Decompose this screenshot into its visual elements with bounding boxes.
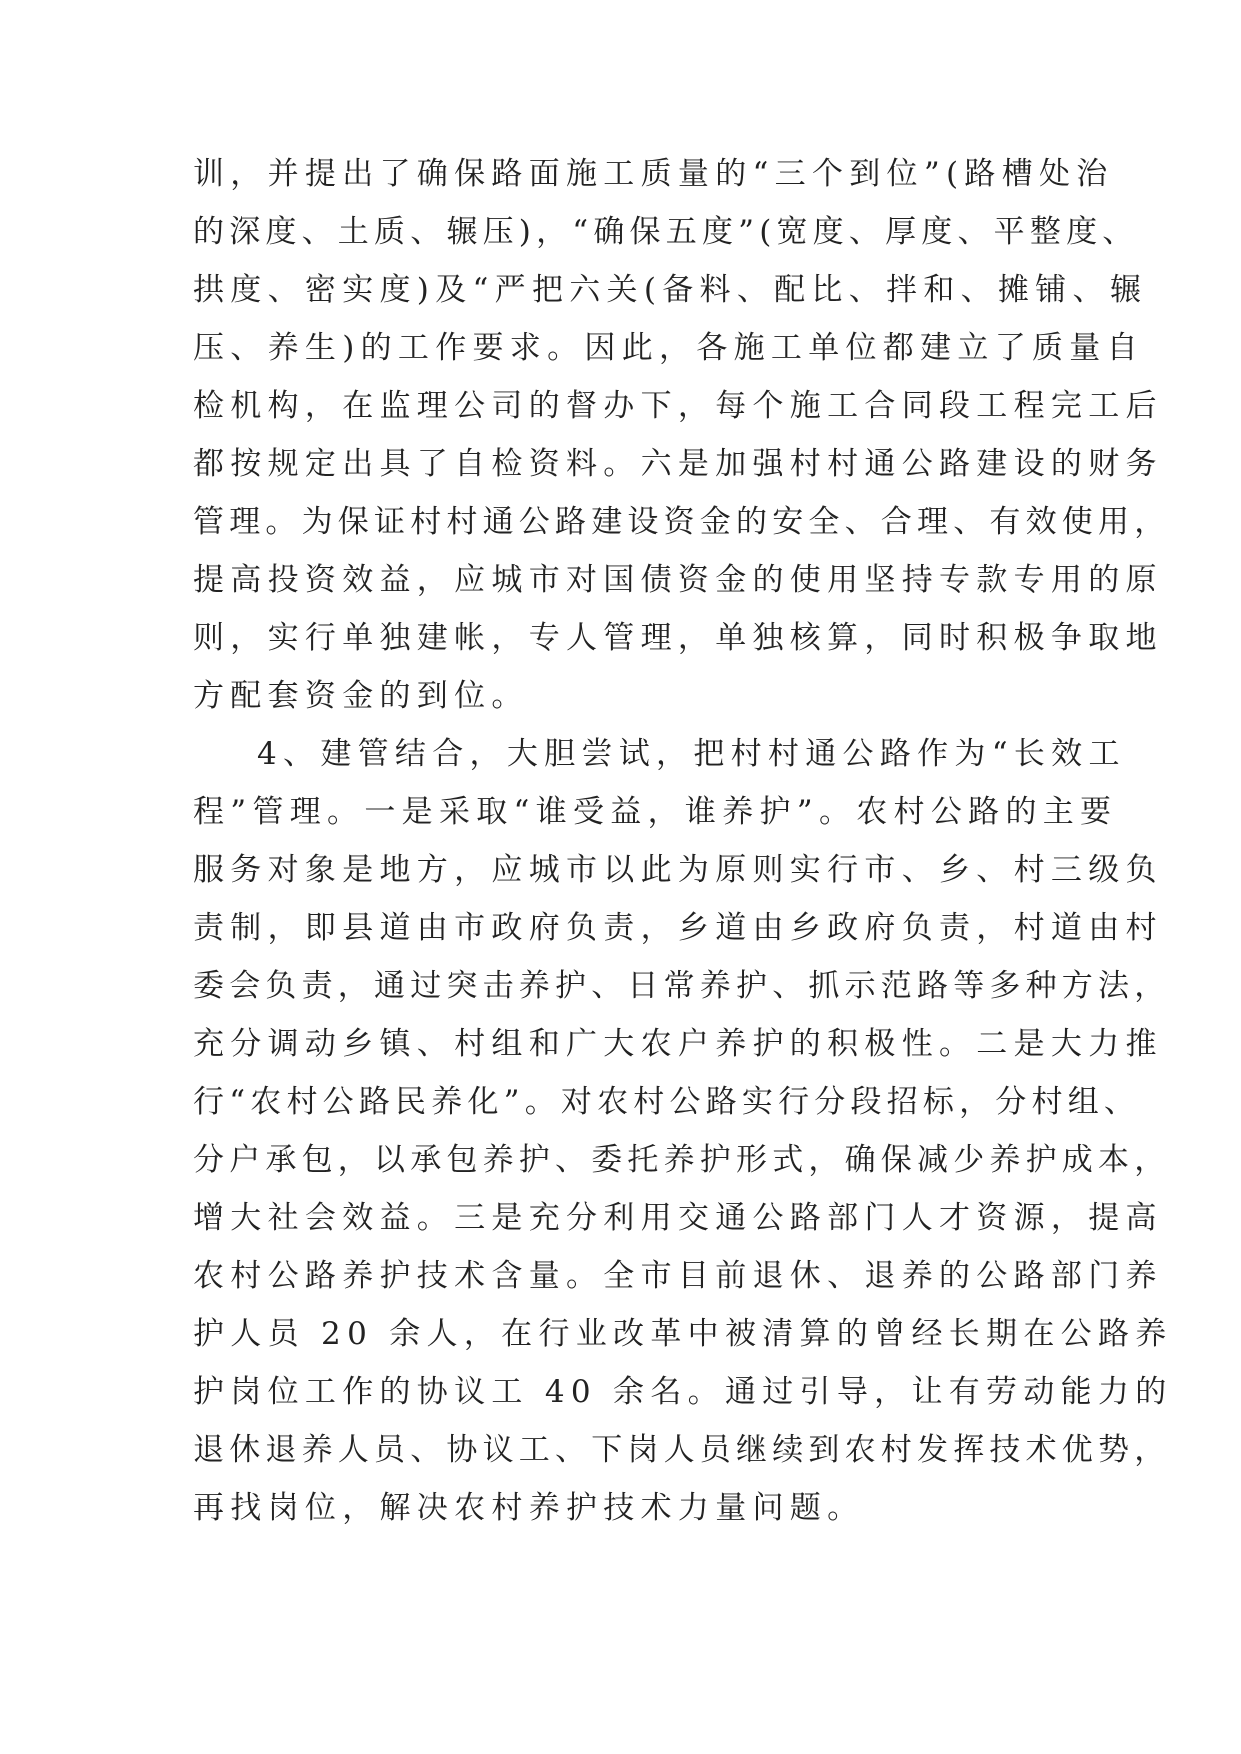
body-text-line: 拱度、密实度)及“严把六关(备料、配比、拌和、摊铺、辗	[193, 272, 1148, 308]
body-text-line: 都按规定出具了自检资料。六是加强村村通公路建设的财务	[193, 446, 1163, 482]
paragraph-heading-line: 4、建管结合，大胆尝试，把村村通公路作为“长效工	[257, 736, 1126, 772]
body-text-line: 提高投资效益，应城市对国债资金的使用坚持专款专用的原	[193, 562, 1163, 598]
body-text-line: 行“农村公路民养化”。对农村公路实行分段招标，分村组、	[193, 1084, 1141, 1120]
body-text-line: 护人员 20 余人，在行业改革中被清算的曾经长期在公路养	[193, 1316, 1173, 1352]
body-text-line: 委会负责，通过突击养护、日常养护、抓示范路等多种方法，	[193, 968, 1171, 1004]
body-text-line: 管理。为保证村村通公路建设资金的安全、合理、有效使用，	[193, 504, 1171, 540]
body-text-line: 方配套资金的到位。	[193, 678, 529, 714]
body-text-line: 训，并提出了确保路面施工质量的“三个到位”(路槽处治	[193, 156, 1114, 192]
body-text-line: 责制，即县道由市政府负责，乡道由乡政府负责，村道由村	[193, 910, 1163, 946]
body-text-line: 服务对象是地方，应城市以此为原则实行市、乡、村三级负	[193, 852, 1163, 888]
body-text-line: 程”管理。一是采取“谁受益，谁养护”。农村公路的主要	[193, 794, 1118, 830]
body-text-line: 退休退养人员、协议工、下岗人员继续到农村发挥技术优势，	[193, 1432, 1171, 1468]
body-text-line: 分户承包，以承包养护、委托养护形式，确保减少养护成本，	[193, 1142, 1171, 1178]
body-text-line: 再找岗位，解决农村养护技术力量问题。	[193, 1490, 865, 1526]
body-text-line: 检机构，在监理公司的督办下，每个施工合同段工程完工后	[193, 388, 1163, 424]
body-text-line: 充分调动乡镇、村组和广大农户养护的积极性。二是大力推	[193, 1026, 1163, 1062]
body-text-line: 压、养生)的工作要求。因此，各施工单位都建立了质量自	[193, 330, 1144, 366]
body-text-line: 则，实行单独建帐，专人管理，单独核算，同时积极争取地	[193, 620, 1163, 656]
body-text-line: 护岗位工作的协议工 40 余名。通过引导，让有劳动能力的	[193, 1374, 1173, 1410]
body-text-line: 增大社会效益。三是充分利用交通公路部门人才资源，提高	[193, 1200, 1163, 1236]
body-text-line: 农村公路养护技术含量。全市目前退休、退养的公路部门养	[193, 1258, 1163, 1294]
body-text-line: 的深度、土质、辗压)，“确保五度”(宽度、厚度、平整度、	[193, 214, 1139, 250]
